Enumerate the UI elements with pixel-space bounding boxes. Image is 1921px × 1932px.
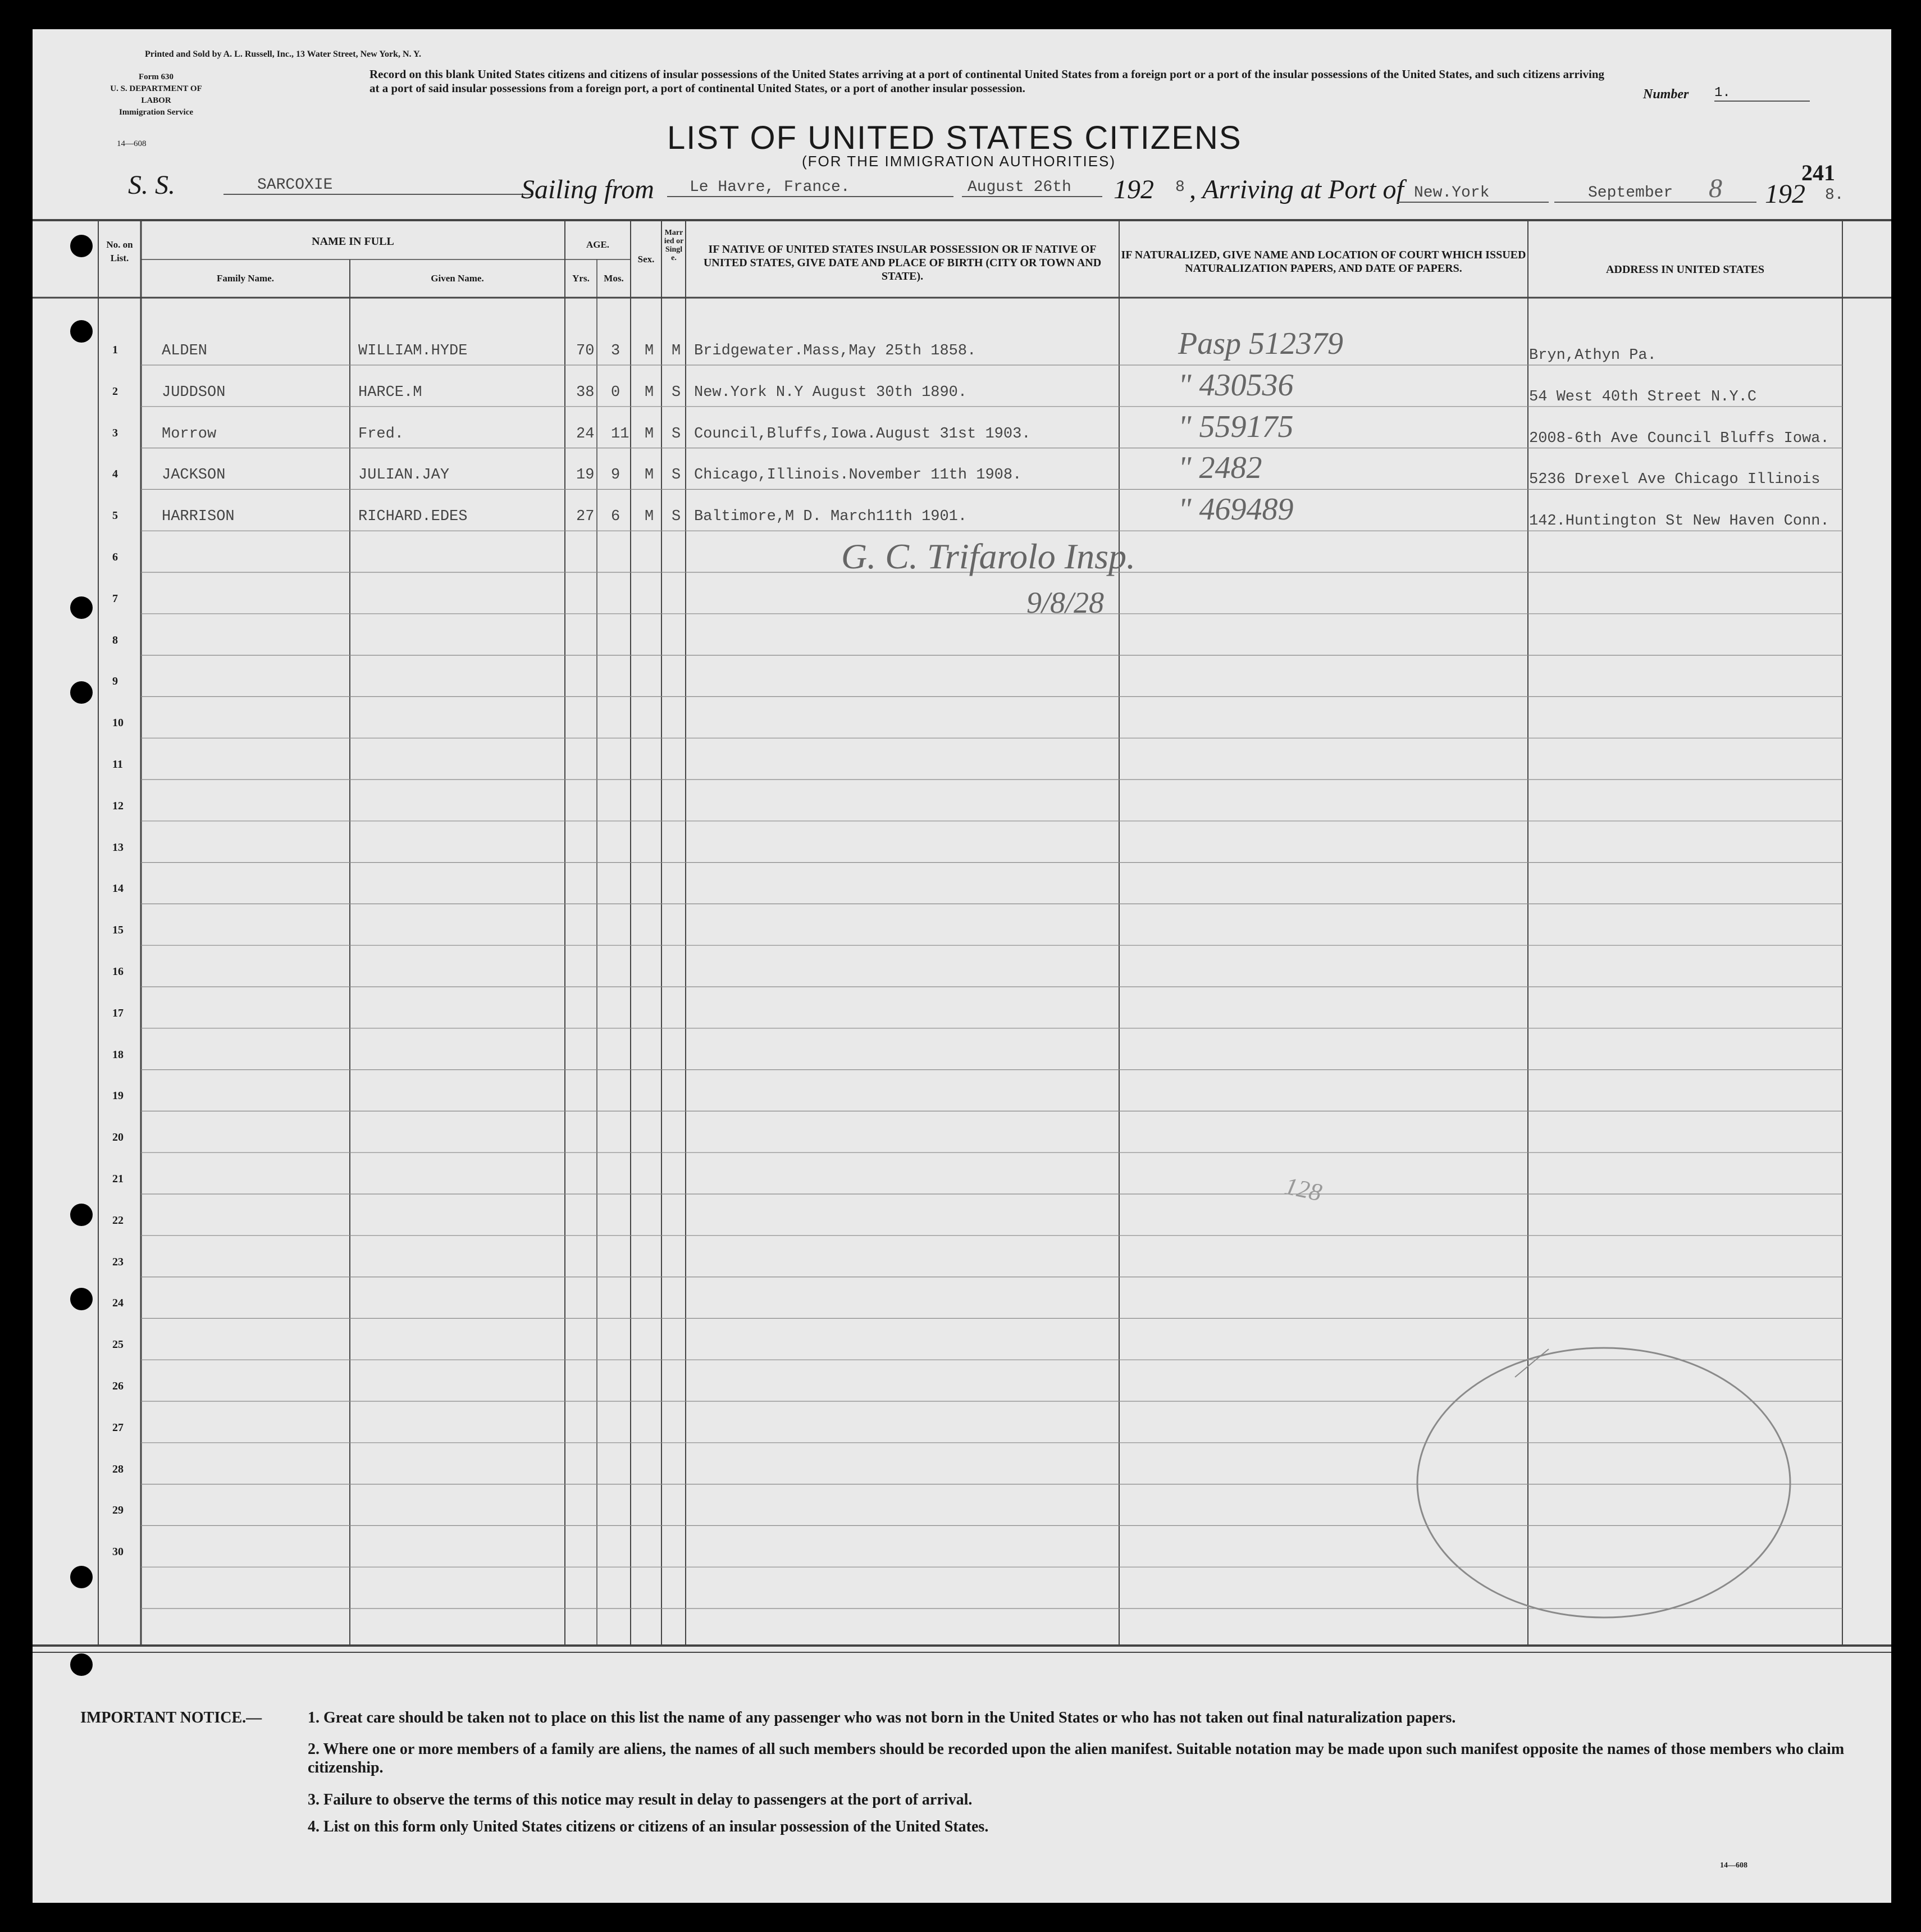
binder-hole xyxy=(70,1204,93,1226)
age-years-cell: 27 xyxy=(576,508,595,526)
notice-item-3: 3. Failure to observe the terms of this notice may result in delay to passengers at the port of arrival. xyxy=(308,1791,973,1808)
naturalization-papers-cell: " 469489 xyxy=(1178,492,1294,527)
birth-place-date-cell: New.York N.Y August 30th 1890. xyxy=(694,384,968,401)
pencil-oval xyxy=(1417,1348,1790,1617)
sex-cell: M xyxy=(645,467,654,484)
family-name-cell: Morrow xyxy=(162,425,217,443)
inspector-signature: G. C. Trifarolo Insp. xyxy=(841,536,1135,576)
number-value: 1. xyxy=(1714,85,1810,102)
row-number: 26 xyxy=(112,1380,124,1392)
us-address-cell: 2008-6th Ave Council Bluffs Iowa. xyxy=(1529,430,1829,447)
notice-item-4: 4. List on this form only United States citizens or citizens of an insular possession of the United States. xyxy=(308,1818,989,1835)
us-address-cell: Bryn,Athyn Pa. xyxy=(1529,347,1657,364)
col-family-name: Family Name. xyxy=(217,273,274,284)
naturalization-papers-cell: Pasp 512379 xyxy=(1178,326,1343,361)
notice-item-1: 1. Great care should be taken not to place on this list the name of any passenger who was not born in the United States or who has not taken out final naturalization papers. xyxy=(308,1709,1456,1726)
family-name-cell: HARRISON xyxy=(162,508,235,526)
col-address: ADDRESS IN UNITED STATES xyxy=(1605,263,1765,276)
row-number: 11 xyxy=(112,758,123,771)
row-number: 24 xyxy=(112,1297,124,1310)
row-number: 4 xyxy=(112,468,118,481)
service-name: Immigration Service xyxy=(118,108,194,117)
naturalization-papers-cell: " 430536 xyxy=(1178,367,1294,403)
arrival-year-prefix: 192 xyxy=(1765,179,1805,209)
birth-place-date-cell: Baltimore,M D. March11th 1901. xyxy=(694,508,968,526)
printer-line: Printed and Sold by A. L. Russell, Inc., 13 Water Street, New York, N. Y. xyxy=(145,49,422,59)
col-mos: Mos. xyxy=(604,273,624,284)
marital-status-cell: M xyxy=(672,343,681,359)
sailing-date: August 26th xyxy=(962,179,1102,197)
row-number: 30 xyxy=(112,1546,124,1559)
age-months-cell: 11 xyxy=(611,425,629,443)
us-address-cell: 54 West 40th Street N.Y.C xyxy=(1529,388,1757,405)
birth-place-date-cell: Bridgewater.Mass,May 25th 1858. xyxy=(694,343,977,359)
binder-hole xyxy=(70,596,93,619)
sex-cell: M xyxy=(645,343,654,359)
binder-hole xyxy=(70,1566,93,1588)
naturalization-papers-cell: " 2482 xyxy=(1178,450,1262,486)
row-number: 23 xyxy=(112,1255,124,1268)
number-label: Number xyxy=(1643,87,1689,102)
page-title: LIST OF UNITED STATES CITIZENS xyxy=(667,120,1242,156)
sailing-year-prefix: 192 xyxy=(1114,175,1154,204)
us-address-cell: 5236 Drexel Ave Chicago Illinois xyxy=(1529,471,1820,489)
age-years-cell: 70 xyxy=(576,343,595,359)
binder-hole xyxy=(70,1653,93,1676)
marital-status-cell: S xyxy=(672,384,681,401)
row-number: 15 xyxy=(112,924,124,937)
row-number: 6 xyxy=(112,551,118,563)
row-number: 17 xyxy=(112,1006,124,1019)
binder-hole xyxy=(70,681,93,704)
row-number: 28 xyxy=(112,1462,124,1475)
row-number: 1 xyxy=(112,344,118,356)
page-number: 241 xyxy=(1801,160,1835,185)
age-years-cell: 38 xyxy=(576,384,595,401)
form-sheet xyxy=(33,29,1891,1903)
col-age: AGE. xyxy=(586,239,610,250)
age-months-cell: 0 xyxy=(611,384,620,401)
sailing-year-digit: 8 xyxy=(1175,179,1185,196)
age-months-cell: 3 xyxy=(611,343,620,359)
form-code-bottom: 14—608 xyxy=(1720,1861,1747,1870)
notice-item-2: 2. Where one or more members of a family are aliens, the names of all such members should be recorded upon the alien manifest. Suitable notation may be made upon such manifest opposite the names of those members who claim citizenship. xyxy=(308,1740,1845,1776)
col-name-in-full: NAME IN FULL xyxy=(312,235,394,248)
arrival-year-digit: 8. xyxy=(1825,186,1844,204)
row-number: 7 xyxy=(112,592,118,605)
marital-status-cell: S xyxy=(672,425,681,443)
binder-hole xyxy=(70,1288,93,1310)
birth-place-date-cell: Council,Bluffs,Iowa.August 31st 1903. xyxy=(694,425,1031,443)
age-months-cell: 6 xyxy=(611,508,620,526)
row-number: 20 xyxy=(112,1131,124,1144)
arrival-day: 8 xyxy=(1709,174,1722,203)
col-naturalized: IF NATURALIZED, GIVE NAME AND LOCATION OF COURT WHICH ISSUED NATURALIZATION PAPERS, AND DATE OF PAPERS. xyxy=(1121,249,1526,275)
departure-port: Le Havre, France. xyxy=(667,179,953,197)
row-number: 10 xyxy=(112,717,124,730)
sex-cell: M xyxy=(645,425,654,443)
inspection-date: 9/8/28 xyxy=(1026,586,1105,619)
record-instructions: Record on this blank United States citizens and citizens of insular possessions of the United States arriving at a port of continental United States from a foreign port or a port of the insular possessions of the United States, and such citizens arriving at a port of said insular possessions from a foreign port, a port of continental United States, or a port of another insular possession. xyxy=(369,67,1605,95)
row-number: 5 xyxy=(112,509,118,522)
col-sex: Sex. xyxy=(637,254,655,265)
given-name-cell: RICHARD.EDES xyxy=(358,508,468,526)
age-years-cell: 24 xyxy=(576,425,595,443)
ss-label: S. S. xyxy=(128,170,175,200)
ship-name: SARCOXIE xyxy=(223,176,532,195)
page-subtitle: (FOR THE IMMIGRATION AUTHORITIES) xyxy=(802,153,1116,170)
form-number: Form 630 xyxy=(138,72,174,81)
family-name-cell: JACKSON xyxy=(162,467,226,484)
row-number: 9 xyxy=(112,675,118,688)
arriving-label: , Arriving at Port of xyxy=(1189,175,1404,204)
pencil-mark: 128 xyxy=(1282,1172,1325,1207)
family-name-cell: JUDDSON xyxy=(162,384,226,401)
row-number: 2 xyxy=(112,385,118,398)
us-address-cell: 142.Huntington St New Haven Conn. xyxy=(1529,513,1829,530)
row-number: 16 xyxy=(112,965,124,978)
row-number: 25 xyxy=(112,1338,124,1351)
row-number: 27 xyxy=(112,1421,124,1434)
binder-hole xyxy=(70,320,93,343)
row-number: 12 xyxy=(112,799,124,812)
row-number: 22 xyxy=(112,1214,124,1227)
row-number: 13 xyxy=(112,841,124,854)
sex-cell: M xyxy=(645,508,654,526)
birth-place-date-cell: Chicago,Illinois.November 11th 1908. xyxy=(694,467,1022,484)
table-grid xyxy=(33,29,1891,1903)
given-name-cell: JULIAN.JAY xyxy=(358,467,450,484)
given-name-cell: WILLIAM.HYDE xyxy=(358,343,468,359)
age-months-cell: 9 xyxy=(611,467,620,484)
col-given-name: Given Name. xyxy=(431,273,484,284)
arrival-date: September xyxy=(1554,184,1756,203)
col-birth: IF NATIVE OF UNITED STATES INSULAR POSSESSION OR IF NATIVE OF UNITED STATES, GIVE DATE AND PLACE OF BIRTH (CITY OR TOWN AND STATE). xyxy=(703,243,1102,282)
department-name: U. S. DEPARTMENT OF LABOR xyxy=(110,84,202,105)
col-married-single: Married or Single. xyxy=(664,229,684,262)
row-number: 14 xyxy=(112,882,124,895)
marital-status-cell: S xyxy=(672,467,681,484)
form-code-top: 14—608 xyxy=(117,139,147,148)
col-yrs: Yrs. xyxy=(572,273,590,284)
sex-cell: M xyxy=(645,384,654,401)
row-number: 3 xyxy=(112,426,118,439)
age-years-cell: 19 xyxy=(576,467,595,484)
marital-status-cell: S xyxy=(672,508,681,526)
row-number: 18 xyxy=(112,1048,124,1061)
row-number: 19 xyxy=(112,1090,124,1102)
sailing-from-label: Sailing from xyxy=(521,175,654,204)
binder-hole xyxy=(70,235,93,257)
col-no: No. on List. xyxy=(106,239,133,263)
naturalization-papers-cell: " 559175 xyxy=(1178,409,1294,444)
notice-heading: IMPORTANT NOTICE.— xyxy=(80,1709,262,1726)
row-number: 21 xyxy=(112,1173,124,1185)
arrival-port: New.York xyxy=(1397,184,1549,203)
given-name-cell: HARCE.M xyxy=(358,384,422,401)
family-name-cell: ALDEN xyxy=(162,343,208,359)
given-name-cell: Fred. xyxy=(358,425,404,443)
row-number: 8 xyxy=(112,634,118,646)
row-number: 29 xyxy=(112,1504,124,1517)
